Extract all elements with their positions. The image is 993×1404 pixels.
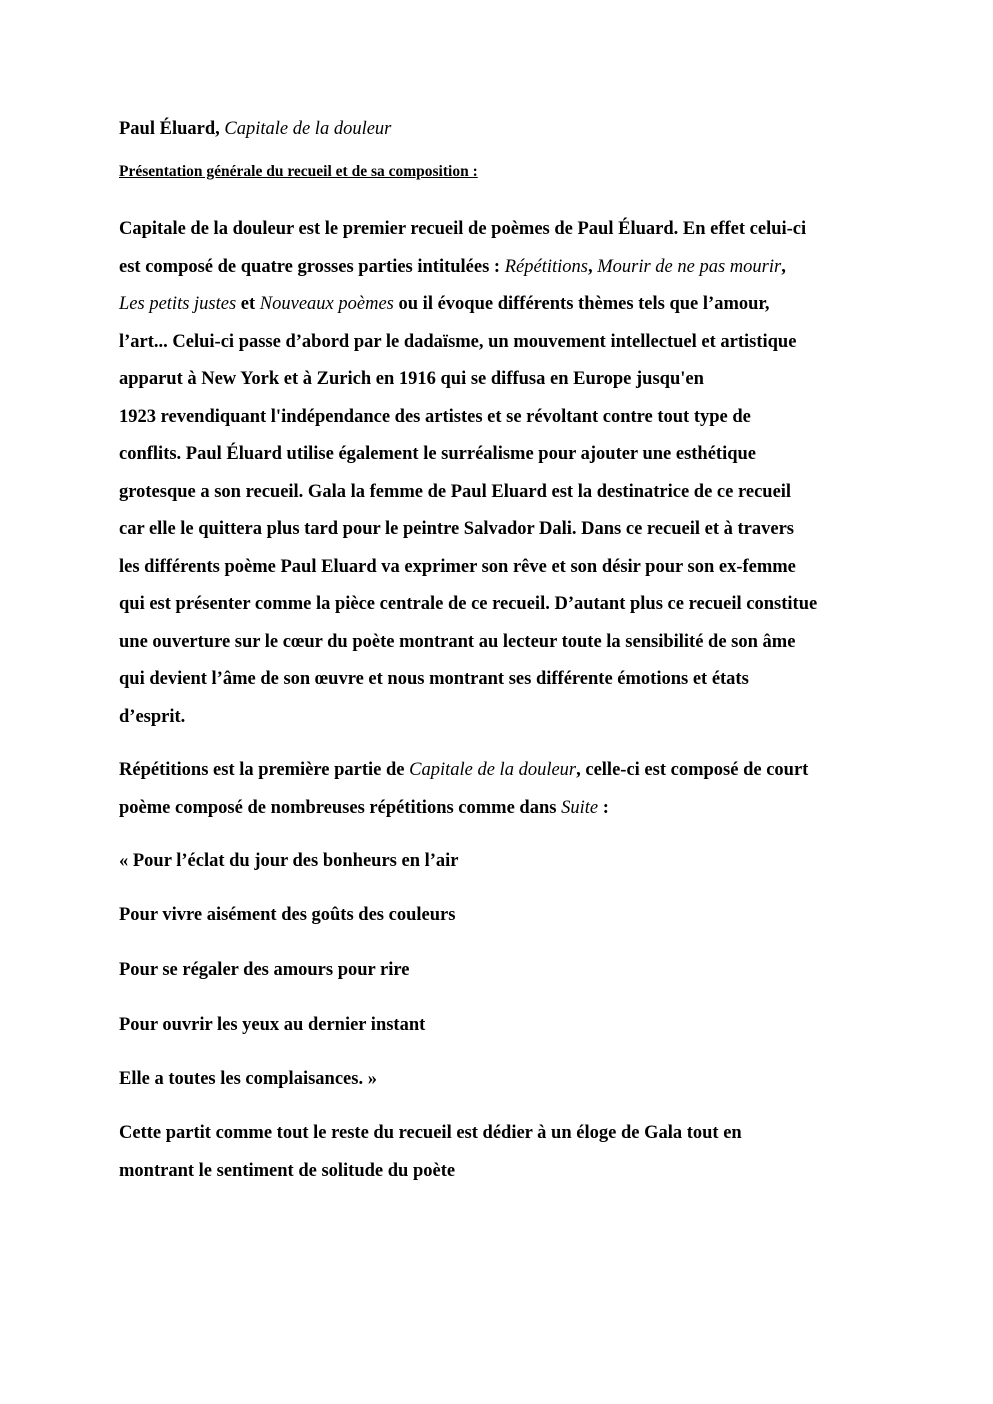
poem-title-ref: Suite — [561, 797, 599, 818]
part-title: Mourir de ne pas mourir — [597, 256, 782, 277]
work-title-ref: Capitale de la douleur — [409, 760, 577, 780]
text-line: est composé de quatre grosses parties intitulées : Répétitions, Mourir de ne pas mourir, — [119, 256, 786, 277]
poem-verse: Elle a toutes les complaisances. » — [119, 1069, 377, 1089]
section-heading: Présentation générale du recueil et de sa composition : — [119, 163, 478, 180]
text-line: qui est présenter comme la pièce centrale de ce recueil. D’autant plus ce recueil constitue — [119, 594, 818, 614]
poem-verse: Pour vivre aisément des goûts des couleurs — [119, 905, 456, 925]
text-line: montrant le sentiment de solitude du poète — [119, 1160, 456, 1181]
repetitions-paragraph — [119, 760, 899, 835]
text-line: Répétitions est la première partie de Capitale de la douleur, celle-ci est composé de court — [119, 760, 809, 780]
text-line: car elle le quittera plus tard pour le peintre Salvador Dali. Dans ce recueil et à travers — [119, 519, 794, 539]
author-name: Paul Éluard, — [119, 119, 220, 139]
part-title: Nouveaux poèmes — [259, 294, 394, 314]
text-line: Les petits justes et Nouveaux poèmes ou il évoque différents thèmes tels que l’amour, — [119, 294, 770, 314]
text-line: l’art... Celui-ci passe d’abord par le dadaïsme, un mouvement intellectuel et artistique — [119, 331, 797, 352]
poem-verse: Pour ouvrir les yeux au dernier instant — [119, 1015, 426, 1035]
text-line: 1923 revendiquant l'indépendance des artistes et se révoltant contre tout type de — [119, 406, 751, 427]
poem-verse: Pour se régaler des amours pour rire — [119, 960, 410, 980]
part-title: Répétitions — [504, 256, 588, 277]
work-title: Capitale de la douleur — [224, 119, 392, 139]
part-title: Les petits justes — [119, 294, 237, 314]
text-line: Capitale de la douleur est le premier recueil de poèmes de Paul Éluard. En effet celui-ci — [119, 219, 807, 239]
text-line: grotesque a son recueil. Gala la femme de Paul Eluard est la destinatrice de ce recueil — [119, 481, 792, 502]
text-line: apparut à New York et à Zurich en 1916 qui se diffusa en Europe jusqu'en — [119, 369, 704, 389]
poem-verse: « Pour l’éclat du jour des bonheurs en l’air — [119, 851, 459, 871]
text-line: les différents poème Paul Eluard va exprimer son rêve et son désir pour son ex-femme — [119, 556, 796, 577]
document-title — [119, 119, 391, 140]
conclusion-paragraph — [119, 1123, 899, 1198]
text-line: qui devient l’âme de son œuvre et nous montrant ses différente émotions et états — [119, 669, 749, 689]
text-line: poème composé de nombreuses répétitions comme dans Suite : — [119, 797, 609, 818]
text-line: conflits. Paul Éluard utilise également le surréalisme pour ajouter une esthétique — [119, 444, 757, 464]
text-line: Cette partit comme tout le reste du recueil est dédier à un éloge de Gala tout en — [119, 1123, 742, 1143]
intro-paragraph — [119, 219, 899, 744]
text-line: d’esprit. — [119, 706, 186, 727]
text-line: une ouverture sur le cœur du poète montrant au lecteur toute la sensibilité de son âme — [119, 631, 796, 652]
